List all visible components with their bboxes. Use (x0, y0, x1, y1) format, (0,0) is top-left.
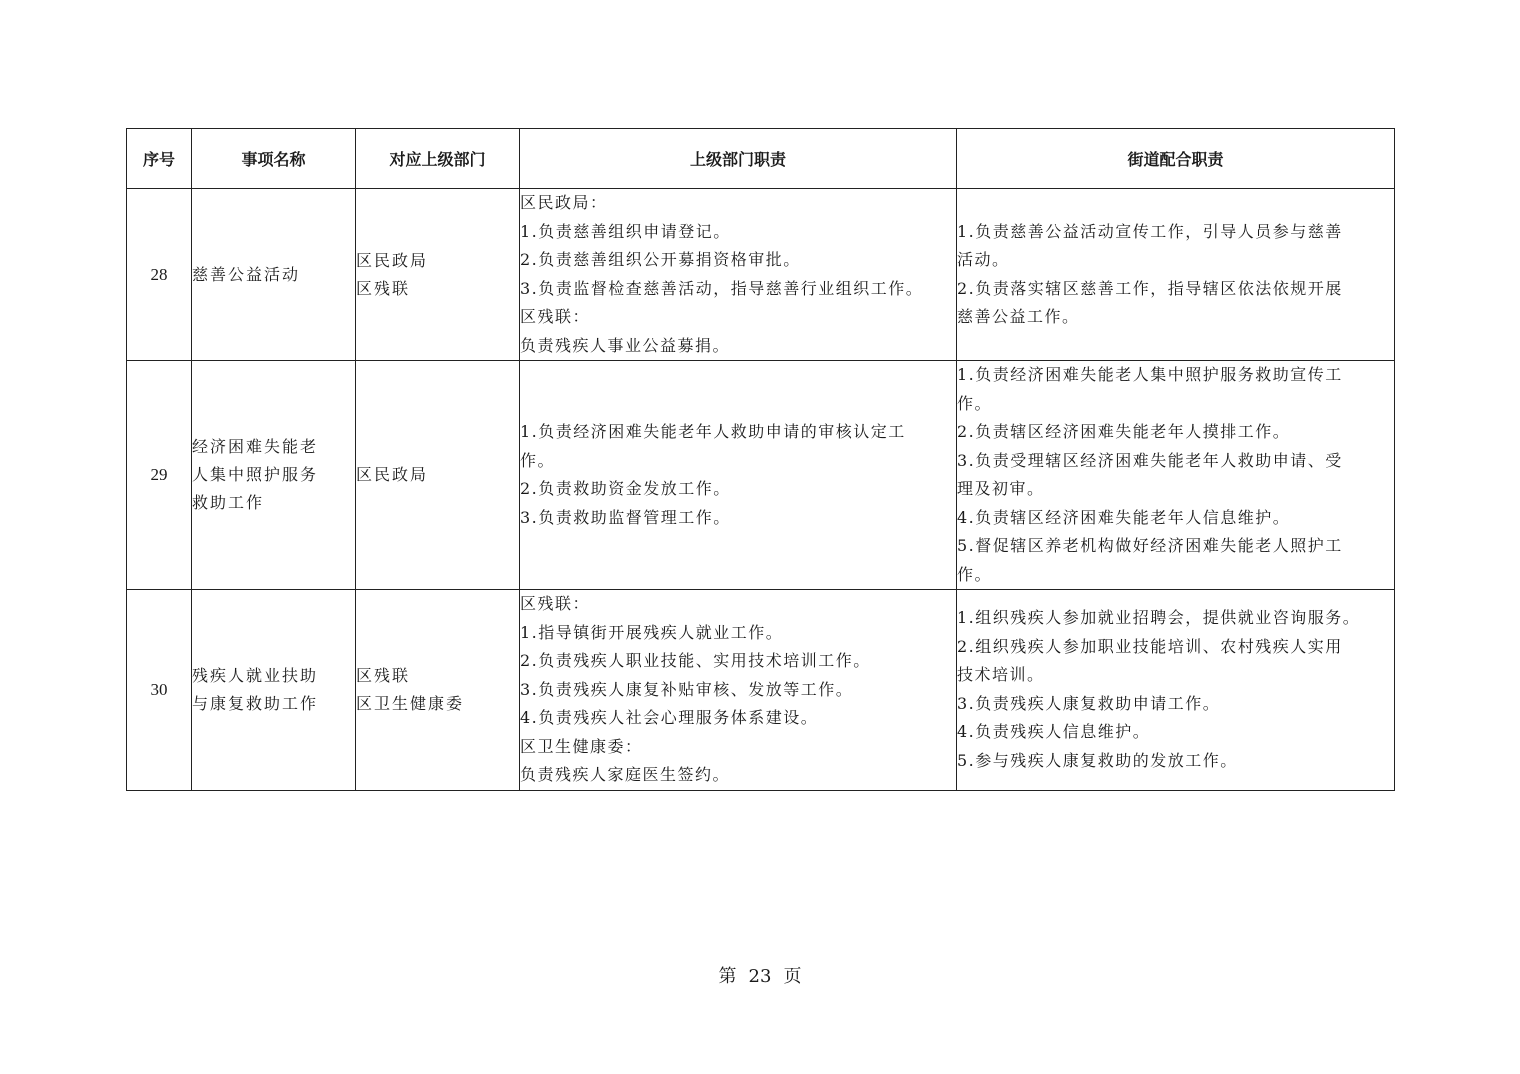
item-name-line: 人集中照护服务 (192, 465, 319, 484)
upper-dept-line: 区民政局 (356, 465, 429, 484)
header-upper-duties: 上级部门职责 (520, 129, 957, 189)
street-duty-line: 5.参与残疾人康复救助的发放工作。 (957, 750, 1238, 770)
item-name-line: 慈善公益活动 (192, 264, 301, 284)
upper-duty-line: 1.负责慈善组织申请登记。 (520, 221, 731, 241)
upper-duty-line: 负责残疾人家庭医生签约。 (520, 765, 731, 784)
item-name-cell (192, 590, 356, 791)
upper-duty-line: 1.指导镇街开展残疾人就业工作。 (520, 622, 784, 642)
upper-dept-line: 区残联 (356, 665, 411, 685)
upper-duty-line: 区残联： (520, 307, 591, 326)
upper-duties-cell (520, 590, 957, 791)
header-item-name: 事项名称 (192, 129, 356, 189)
page-footer (0, 962, 1520, 988)
upper-duty-line: 区残联： (520, 594, 591, 613)
duty-table (126, 128, 1395, 791)
upper-duty-line: 作。 (520, 450, 556, 470)
page-prefix: 第 (718, 966, 737, 987)
street-duty-line: 技术培训。 (957, 665, 1045, 685)
upper-duty-line: 2.负责慈善组织公开募捐资格审批。 (520, 250, 801, 269)
item-name-line: 与康复救助工作 (192, 693, 319, 713)
street-duty-line: 2.组织残疾人参加职业技能培训、农村残疾人实用 (957, 636, 1343, 656)
upper-duty-line: 2.负责残疾人职业技能、实用技术培训工作。 (520, 651, 871, 670)
upper-dept-cell (356, 361, 520, 590)
serial-number-cell: 29 (127, 361, 192, 590)
street-duty-line: 1.组织残疾人参加就业招聘会，提供就业咨询服务。 (957, 608, 1361, 628)
street-duty-line: 2.负责辖区经济困难失能老年人摸排工作。 (957, 422, 1291, 441)
upper-duty-line: 3.负责残疾人康复补贴审核、发放等工作。 (520, 679, 854, 699)
item-name-line: 救助工作 (192, 493, 265, 512)
upper-duty-line: 3.负责救助监督管理工作。 (520, 507, 731, 527)
street-duty-line: 1.负责慈善公益活动宣传工作，引导人员参与慈善 (957, 221, 1343, 241)
street-duties-cell (957, 189, 1395, 361)
street-duty-line: 3.负责受理辖区经济困难失能老年人救助申请、受 (957, 450, 1343, 470)
street-duty-line: 4.负责残疾人信息维护。 (957, 722, 1151, 742)
page-number: 23 (748, 966, 772, 987)
table-row (127, 189, 1395, 361)
upper-dept-cell (356, 590, 520, 791)
street-duty-line: 作。 (957, 564, 993, 584)
upper-dept-line: 区民政局 (356, 250, 429, 270)
item-name-cell (192, 189, 356, 361)
table-header-row (127, 129, 1395, 189)
upper-dept-line: 区残联 (356, 278, 411, 298)
street-duty-line: 慈善公益工作。 (957, 307, 1080, 326)
upper-duties-cell (520, 189, 957, 361)
item-name-line: 残疾人就业扶助 (192, 665, 319, 685)
header-serial: 序号 (127, 129, 192, 189)
upper-duties-cell (520, 361, 957, 590)
street-duty-line: 3.负责残疾人康复救助申请工作。 (957, 693, 1221, 713)
table-row (127, 590, 1395, 791)
upper-duty-line: 4.负责残疾人社会心理服务体系建设。 (520, 708, 819, 727)
upper-duty-line: 区卫生健康委： (520, 736, 643, 756)
item-name-cell (192, 361, 356, 590)
street-duty-line: 1.负责经济困难失能老人集中照护服务救助宣传工 (957, 365, 1343, 384)
street-duty-line: 理及初审。 (957, 479, 1045, 498)
upper-duty-line: 区民政局： (520, 193, 608, 212)
street-duty-line: 活动。 (957, 250, 1010, 269)
street-duties-cell (957, 590, 1395, 791)
upper-dept-line: 区卫生健康委 (356, 693, 465, 713)
upper-duty-line: 2.负责救助资金发放工作。 (520, 479, 731, 498)
street-duty-line: 作。 (957, 393, 993, 413)
header-upper-dept: 对应上级部门 (356, 129, 520, 189)
table-row (127, 361, 1395, 590)
upper-duty-line: 负责残疾人事业公益募捐。 (520, 335, 731, 355)
upper-duty-line: 1.负责经济困难失能老年人救助申请的审核认定工 (520, 422, 906, 441)
upper-duty-line: 3.负责监督检查慈善活动，指导慈善行业组织工作。 (520, 278, 924, 298)
street-duty-line: 2.负责落实辖区慈善工作，指导辖区依法依规开展 (957, 278, 1343, 298)
street-duty-line: 5.督促辖区养老机构做好经济困难失能老人照护工 (957, 536, 1343, 555)
header-street-duties: 街道配合职责 (957, 129, 1395, 189)
item-name-line: 经济困难失能老 (192, 437, 319, 456)
serial-number-cell: 30 (127, 590, 192, 791)
street-duty-line: 4.负责辖区经济困难失能老年人信息维护。 (957, 507, 1291, 527)
page-suffix: 页 (783, 966, 802, 987)
upper-dept-cell (356, 189, 520, 361)
street-duties-cell (957, 361, 1395, 590)
table-body (127, 189, 1395, 791)
serial-number-cell: 28 (127, 189, 192, 361)
